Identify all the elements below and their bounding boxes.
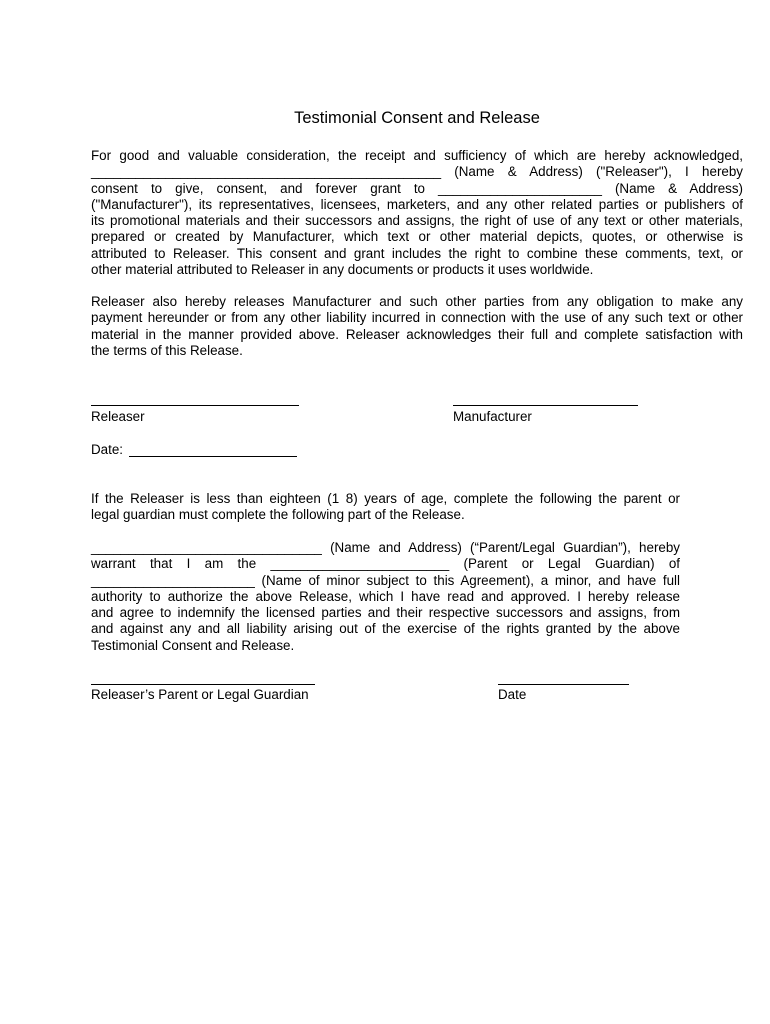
minor-notice-line: If the Releaser is less than eighteen (1 8) years of age, complete the following the parent or bbox=[91, 491, 680, 506]
consent-line: ("Manufacturer"), its representatives, licensees, marketers, and any other related parties or publishers of bbox=[91, 196, 743, 212]
releaser-signature-line[interactable] bbox=[91, 405, 299, 406]
guardian-line: ______________________ (Name of minor subject to this Agreement), a minor, and have full bbox=[91, 572, 680, 588]
guardian-date-line[interactable] bbox=[498, 684, 629, 685]
guardian-line: and agree to indemnify the licensed parties and their respective successors and assigns, from bbox=[91, 605, 680, 621]
manufacturer-signature-line[interactable] bbox=[453, 405, 638, 406]
guardian-line: Testimonial Consent and Release. bbox=[91, 637, 295, 653]
consent-line: prepared or created by Manufacturer, which text or other material depicts, quotes, or otherwise is bbox=[91, 229, 743, 245]
guardian-line: _______________________________ (Name and Address) (“Parent/Legal Guardian”), hereby bbox=[91, 540, 680, 555]
minor-notice-paragraph bbox=[91, 491, 680, 524]
consent-line: consent to give, consent, and forever grant to ______________________ (Name & Address) bbox=[91, 180, 743, 196]
guardian-paragraph bbox=[91, 540, 680, 654]
guardian-line: authority to authorize the above Release, which I have read and approved. I hereby release bbox=[91, 588, 680, 604]
guardian-line: warrant that I am the ________________________ (Parent or Legal Guardian) of bbox=[91, 556, 680, 572]
guardian-date-label: Date bbox=[498, 687, 527, 702]
consent-line: its promotional materials and their successors and assigns, the right of use of any text or other materials, bbox=[91, 213, 743, 229]
consent-paragraph bbox=[91, 148, 743, 278]
guardian-signature-line[interactable] bbox=[91, 684, 315, 685]
guardian-line: and against any and all liability arising out of the exercise of the rights granted by the above bbox=[91, 621, 680, 637]
releaser-label: Releaser bbox=[91, 409, 145, 424]
consent-line: other material attributed to Releaser in any documents or products it uses worldwide. bbox=[91, 262, 594, 278]
release-line: Releaser also hereby releases Manufacturer and such other parties from any obligation to make any bbox=[91, 294, 743, 309]
consent-line: _______________________________________________ (Name & Address) ("Releaser"), I hereby bbox=[91, 164, 743, 180]
date-label: Date: bbox=[91, 442, 124, 457]
consent-line: For good and valuable consideration, the receipt and sufficiency of which are hereby acknowledged, bbox=[91, 148, 743, 163]
release-paragraph bbox=[91, 294, 743, 359]
consent-line: attributed to Releaser. This consent and grant includes the right to combine these comments, text, or bbox=[91, 245, 743, 261]
release-line: payment hereunder or from any other liability incurred in connection with the use of any such text or other bbox=[91, 310, 743, 326]
minor-notice-line: legal guardian must complete the following part of the Release. bbox=[91, 507, 465, 523]
guardian-label: Releaser’s Parent or Legal Guardian bbox=[91, 687, 309, 702]
release-line: the terms of this Release. bbox=[91, 342, 243, 358]
document-title: Testimonial Consent and Release bbox=[294, 109, 540, 127]
release-line: material in the manner provided above. Releaser acknowledges their full and complete satisfaction with bbox=[91, 326, 743, 342]
manufacturer-label: Manufacturer bbox=[453, 409, 532, 424]
date-field-line[interactable] bbox=[129, 456, 297, 457]
